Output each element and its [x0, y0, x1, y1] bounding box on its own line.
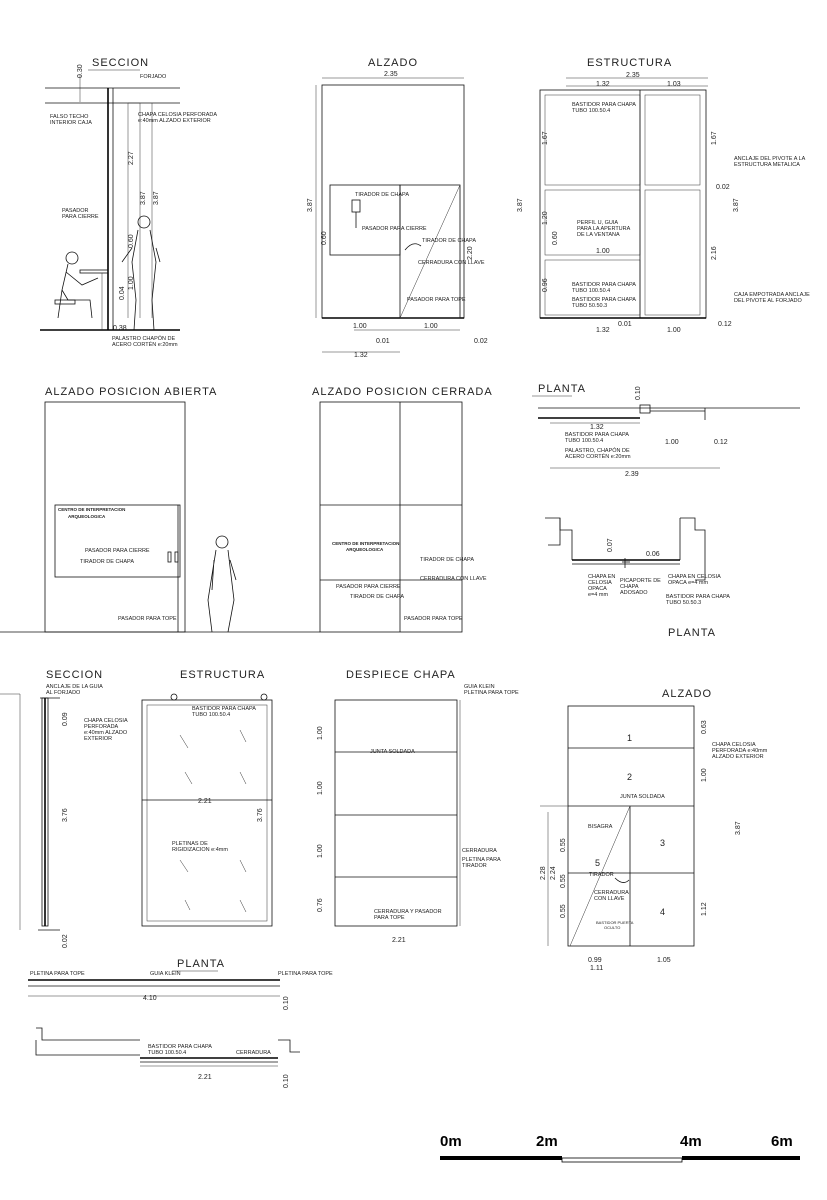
dim-002: 0.02	[62, 934, 69, 948]
label-bastidor-1: BASTIDOR PARA CHAPA	[148, 1044, 212, 1050]
label-tirador-2: TIRADOR DE CHAPA	[422, 238, 476, 244]
standing-person-figure	[122, 216, 160, 330]
label-palastro-1: PALASTRO, CHAPÓN DE	[565, 448, 630, 454]
label-tirador-2: TIRADOR DE CHAPA	[350, 594, 404, 600]
dim-100-a: 1.00	[317, 726, 324, 740]
dim-221: 2.21	[198, 1074, 212, 1081]
label-pletina-tirador-1: PLETINA PARA	[462, 857, 501, 863]
dim-105: 1.05	[657, 957, 671, 964]
alzado-cerrada	[312, 386, 493, 632]
label-anclaje-1: ANCLAJE DEL PIVOTE A LA	[734, 156, 806, 162]
label-bastidor-1: BASTIDOR PARA CHAPA	[572, 102, 636, 108]
dim-038: 0.38	[113, 325, 127, 332]
dim-100-c: 1.00	[317, 844, 324, 858]
label-pletina-tirador-2: TIRADOR	[462, 863, 487, 869]
label-cerradura: CERRADURA	[236, 1050, 271, 1056]
dim-132: 1.32	[354, 352, 368, 359]
dim-055-b: 0.55	[560, 874, 567, 888]
title-alzado-abierta: ALZADO POSICION ABIERTA	[45, 386, 218, 398]
dim-100-a: 1.00	[353, 323, 367, 330]
dim-004: 0.04	[119, 286, 126, 300]
label-bastidor-2: TUBO 100.50.4	[192, 712, 231, 718]
dim-001: 0.01	[376, 338, 390, 345]
label-pasador-cierre: PASADOR PARA CIERRE	[336, 584, 401, 590]
label-chapa-3: e:40mm ALZADO	[84, 730, 128, 736]
scale-0m: 0m	[440, 1133, 462, 1150]
label-cerradura: CERRADURA	[462, 848, 497, 854]
label-bastidor-2: BASTIDOR PARA CHAPA	[572, 282, 636, 288]
label-guia: GUIA KLEIN	[464, 684, 495, 690]
dim-387-b: 3.87	[153, 191, 160, 205]
label-opaca-2: OPACA e=4 mm	[668, 580, 709, 586]
label-pasador-cierre: PASADOR PARA CIERRE	[362, 226, 427, 232]
label-bastidor-1: BASTIDOR PARA CHAPA	[192, 706, 256, 712]
label-pasador: PASADOR PARA CIERRE	[85, 548, 150, 554]
title-alzado-cerrada: ALZADO POSICION CERRADA	[312, 386, 493, 398]
label-tope: PASADOR PARA TOPE	[118, 616, 177, 622]
dim-239: 2.39	[625, 471, 639, 478]
dim-224: 2.24	[550, 866, 557, 880]
dim-030: 0.30	[77, 64, 84, 78]
title-planta-1: PLANTA	[538, 383, 586, 395]
label-picaporte-1: PICAPORTE DE	[620, 578, 661, 584]
label-tirador: TIRADOR	[589, 872, 614, 878]
label-perfil-3: DE LA VENTANA	[577, 232, 620, 238]
dim-103: 1.03	[667, 81, 681, 88]
zone-1: 1	[627, 733, 633, 743]
label-anclaje-1: ANCLAJE DE LA GUIA	[46, 684, 103, 690]
label-pasador: PASADOR	[62, 208, 89, 214]
despiece-chapa	[317, 669, 519, 944]
label-bastidor-2b: TUBO 100.50.4	[572, 288, 611, 294]
dim-228: 2.28	[540, 866, 547, 880]
label-bastidor-1b: TUBO 100.50.4	[572, 108, 611, 114]
seccion-2	[0, 669, 128, 948]
dim-010-a: 0.10	[283, 996, 290, 1010]
dim-111: 1.11	[590, 965, 604, 972]
dim-010-b: 0.10	[283, 1074, 290, 1088]
dim-060: 0.60	[552, 231, 559, 245]
label-chapa-2: CELOSIA	[588, 580, 612, 586]
dim-221: 2.21	[198, 798, 212, 805]
dim-100: 1.00	[701, 768, 708, 782]
dim-060: 0.60	[128, 234, 135, 248]
label-bastidor-1: BASTIDOR PARA CHAPA	[565, 432, 629, 438]
dim-120: 1.20	[542, 211, 549, 225]
dim-010: 0.10	[635, 386, 642, 400]
label-anclaje-2: ESTRUCTURA METALICA	[734, 162, 800, 168]
dim-100: 1.00	[665, 439, 679, 446]
title-despiece: DESPIECE CHAPA	[346, 669, 456, 681]
dim-100-b: 1.00	[667, 327, 681, 334]
dim-099: 0.99	[588, 957, 602, 964]
label-chapa-4: EXTERIOR	[84, 736, 113, 742]
zone-4: 4	[660, 907, 666, 917]
dim-387: 3.87	[735, 821, 742, 835]
planta-3	[28, 958, 333, 1088]
dim-100-b: 1.00	[317, 781, 324, 795]
label-pletina-tope-2: PLETINA PARA TOPE	[278, 971, 333, 977]
dim-387-a: 3.87	[517, 198, 524, 212]
label-falso-techo: FALSO TECHO	[50, 114, 89, 120]
label-tirador-1: TIRADOR DE CHAPA	[420, 557, 474, 563]
label-centro-2: ARQUEOLOGICA	[68, 514, 106, 519]
label-cerr-pasador-2: PARA TOPE	[374, 915, 405, 921]
dim-009: 0.09	[62, 712, 69, 726]
dim-235: 2.35	[626, 72, 640, 79]
title-alzado-2: ALZADO	[662, 688, 713, 700]
planta-2	[545, 518, 730, 639]
label-cerradura-1: CERRADURA	[594, 890, 629, 896]
label-pletinas-1: PLETINAS DE	[172, 841, 208, 847]
dim-387: 3.87	[307, 198, 314, 212]
label-forjado: FORJADO	[140, 74, 167, 80]
dim-235: 2.35	[384, 71, 398, 78]
estructura-2	[142, 669, 272, 926]
dim-001: 0.01	[618, 321, 632, 328]
label-palastro-2: ACERO CORTÉN e:20mm	[112, 342, 178, 348]
alzado-abierta	[0, 386, 320, 632]
scale-6m: 6m	[771, 1133, 793, 1150]
label-tirador: TIRADOR DE CHAPA	[80, 559, 134, 565]
zone-3: 3	[660, 838, 666, 848]
label-junta: JUNTA SOLDADA	[370, 749, 415, 755]
label-pletinas-2: RIGIDIZACION e:4mm	[172, 847, 228, 853]
label-chapa-1: CHAPA CELOSIA	[712, 742, 756, 748]
dim-132: 1.32	[590, 424, 604, 431]
label-bastidor-3: BASTIDOR PARA CHAPA	[572, 297, 636, 303]
label-junta: JUNTA SOLDADA	[620, 794, 665, 800]
dim-132-a: 1.32	[596, 81, 610, 88]
dim-410: 4.10	[143, 995, 157, 1002]
dim-055-c: 0.55	[560, 904, 567, 918]
dim-063: 0.63	[701, 720, 708, 734]
dim-012: 0.12	[714, 439, 728, 446]
label-anclaje-2: AL FORJADO	[46, 690, 81, 696]
planta-1	[532, 383, 800, 478]
label-centro-2: ARQUEOLOGICA	[346, 547, 384, 552]
label-centro-1: CENTRO DE INTERPRETACION	[58, 507, 126, 512]
dim-221: 2.21	[392, 937, 406, 944]
zone-5: 5	[595, 858, 601, 868]
dim-376: 3.76	[62, 808, 69, 822]
label-chapa-3: OPACA	[588, 586, 607, 592]
dim-055-a: 0.55	[560, 838, 567, 852]
alzado-2	[540, 688, 768, 972]
label-cerradura: CERRADURA CON LLAVE	[418, 260, 485, 266]
dim-112: 1.12	[701, 902, 708, 916]
dim-376: 3.76	[257, 808, 264, 822]
label-opaca-1: CHAPA EN CELOSIA	[668, 574, 721, 580]
dim-100-b: 1.00	[424, 323, 438, 330]
label-bastidor-2: TUBO 100.50.4	[565, 438, 604, 444]
label-chapa-1: CHAPA EN	[588, 574, 616, 580]
label-tirador: TIRADOR DE CHAPA	[355, 192, 409, 198]
label-cerradura-2: CON LLAVE	[594, 896, 625, 902]
dim-006: 0.06	[646, 551, 660, 558]
scale-2m: 2m	[536, 1133, 558, 1150]
dim-060: 0.60	[321, 231, 328, 245]
title-seccion-2: SECCION	[46, 669, 104, 681]
seccion-1	[40, 57, 217, 348]
label-palastro-2: ACERO CORTÉN e:20mm	[565, 454, 631, 460]
seated-person-figure	[55, 252, 108, 330]
dim-100: 1.00	[128, 276, 135, 290]
label-chapa-1: CHAPA CELOSIA	[84, 718, 128, 724]
label-caja-2: DEL PIVOTE AL FORJADO	[734, 298, 802, 304]
zone-2: 2	[627, 772, 633, 782]
label-cerr-pasador-1: CERRADURA Y PASADOR	[374, 909, 442, 915]
dim-002: 0.02	[716, 184, 730, 191]
dim-002: 0.02	[474, 338, 488, 345]
label-picaporte-3: ADOSADO	[620, 590, 648, 596]
dim-216: 2.16	[711, 246, 718, 260]
scale-bar	[440, 1133, 800, 1162]
label-interior-caja: INTERIOR CAJA	[50, 120, 92, 126]
label-chapa-3: ALZADO EXTERIOR	[712, 754, 764, 760]
label-para-cierre: PARA CIERRE	[62, 214, 99, 220]
label-pasador-tope: PASADOR PARA TOPE	[407, 297, 466, 303]
title-estructura-2: ESTRUCTURA	[180, 669, 266, 681]
scale-4m: 4m	[680, 1133, 702, 1150]
standing-person-figure-2	[208, 536, 236, 632]
dim-167-b: 1.67	[711, 131, 718, 145]
title-planta-3: PLANTA	[177, 958, 225, 970]
label-pletina-tope: PLETINA PARA TOPE	[464, 690, 519, 696]
dim-132-b: 1.32	[596, 327, 610, 334]
label-tope: PASADOR PARA TOPE	[404, 616, 463, 622]
label-bastidor-1: BASTIDOR PUERTA	[596, 920, 634, 925]
title-seccion-1: SECCION	[92, 57, 150, 69]
label-caja-1: CAJA EMPOTRADA ANCLAJE	[734, 292, 810, 298]
label-chapa-2: PERFORADA e:40mm	[712, 748, 768, 754]
dim-007: 0.07	[607, 538, 614, 552]
label-perfil-1: PERFIL U, GUIA	[577, 220, 619, 226]
title-alzado-1: ALZADO	[368, 57, 419, 69]
label-chapa-celosia: CHAPA CELOSIA PERFORADA	[138, 112, 218, 118]
estructura-1	[517, 57, 810, 334]
dim-220: 2.20	[467, 246, 474, 260]
dim-227: 2.27	[128, 151, 135, 165]
title-planta-2: PLANTA	[668, 627, 716, 639]
label-chapa-celosia-2: e:40mm ALZADO EXTERIOR	[138, 118, 211, 124]
dim-387-b: 3.87	[733, 198, 740, 212]
label-bastidor-2: TUBO 100.50.4	[148, 1050, 187, 1056]
label-perfil-2: PARA LA APERTURA	[577, 226, 631, 232]
dim-096: 0.96	[542, 278, 549, 292]
label-guia: GUIA KLEIN	[150, 971, 181, 977]
label-bastidor-3b: TUBO 50.50.3	[572, 303, 608, 309]
dim-100-a: 1.00	[596, 248, 610, 255]
label-centro-1: CENTRO DE INTERPRETACION	[332, 541, 400, 546]
dim-012: 0.12	[718, 321, 732, 328]
label-bisagra: BISAGRA	[588, 824, 613, 830]
label-bastidor-2: OCULTO	[604, 925, 621, 930]
dim-167-a: 1.67	[542, 131, 549, 145]
label-picaporte-2: CHAPA	[620, 584, 639, 590]
alzado-1	[307, 57, 488, 359]
label-chapa-4: e=4 mm	[588, 592, 609, 598]
label-chapa-2: PERFORADA	[84, 724, 119, 730]
label-cerradura: CERRADURA CON LLAVE	[420, 576, 487, 582]
label-bastidor-1: BASTIDOR PARA CHAPA	[666, 594, 730, 600]
label-pletina-tope-1: PLETINA PARA TOPE	[30, 971, 85, 977]
label-bastidor-2: TUBO 50.50.3	[666, 600, 702, 606]
dim-076: 0.76	[317, 898, 324, 912]
label-palastro: PALASTRO CHAPÓN DE	[112, 336, 176, 342]
dim-387-a: 3.87	[140, 191, 147, 205]
title-estructura-1: ESTRUCTURA	[587, 57, 673, 69]
